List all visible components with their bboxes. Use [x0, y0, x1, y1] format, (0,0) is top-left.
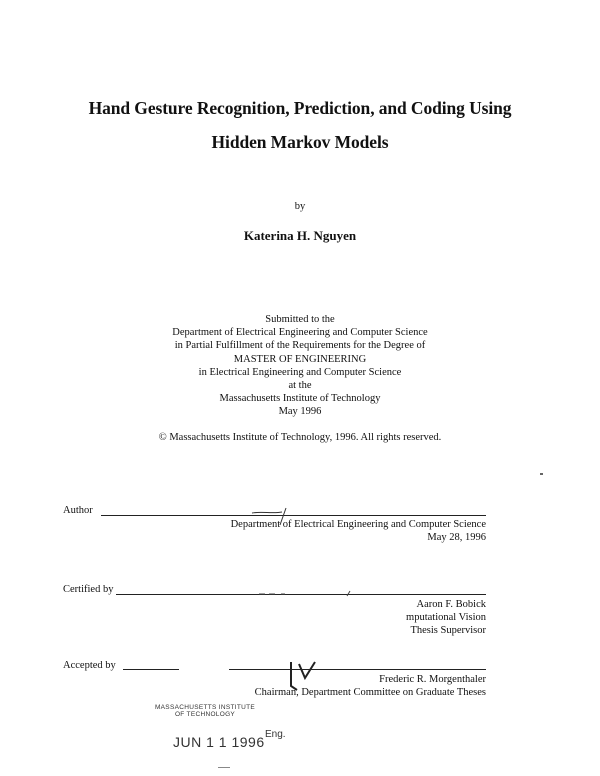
- certified-name: Aaron F. Bobick: [416, 599, 486, 610]
- submission-line-7: Massachusetts Institute of Technology: [219, 393, 381, 405]
- title-line-2: Hidden Markov Models: [211, 132, 389, 152]
- title-line-1: Hand Gesture Recognition, Prediction, and Coding Using: [88, 98, 512, 118]
- submission-block: [0, 313, 600, 419]
- accepted-title: Chairman, Department Committee on Graduate Theses: [254, 687, 486, 698]
- submission-line-4: MASTER OF ENGINEERING: [233, 353, 367, 365]
- submission-line-2: Department of Electrical Engineering and Computer Science: [172, 327, 428, 339]
- stamp-underline: [218, 767, 230, 768]
- stamp-line-2: OF TECHNOLOGY: [174, 711, 236, 718]
- certified-role: Thesis Supervisor: [410, 625, 486, 636]
- author-date: May 28, 1996: [427, 532, 486, 543]
- author-name: Katerina H. Nguyen: [243, 228, 357, 243]
- author-label: Author: [63, 505, 93, 516]
- accepted-signature-line-left: [123, 669, 179, 670]
- author-dept: Department of Electrical Engineering and Computer Science: [230, 519, 486, 530]
- submission-line-5: in Electrical Engineering and Computer Science: [198, 366, 402, 378]
- library-stamp: [140, 704, 270, 718]
- accepted-label: Accepted by: [63, 660, 116, 671]
- submission-line-3: in Partial Fulfillment of the Requirements for the Degree of: [174, 340, 426, 352]
- submission-line-8: May 1996: [278, 406, 322, 418]
- certified-title: mputational Vision: [406, 612, 486, 623]
- certified-signature-scribble: [255, 586, 365, 598]
- stray-mark: [540, 473, 543, 475]
- by-label: by: [294, 201, 306, 212]
- stamp-line-1: MASSACHUSETTS INSTITUTE: [154, 704, 256, 711]
- copyright-notice: © Massachusetts Institute of Technology, 1996. All rights reserved.: [158, 432, 442, 443]
- accepted-name: Frederic R. Morgenthaler: [379, 674, 486, 685]
- accepted-signature-line-right: [229, 669, 486, 670]
- submission-line-6: at the: [288, 380, 312, 392]
- submission-line-1: Submitted to the: [265, 314, 335, 325]
- stamp-date: JUN 1 1 1996: [173, 734, 265, 750]
- certified-label: Certified by: [63, 584, 114, 595]
- stamp-eng: Eng.: [265, 729, 286, 740]
